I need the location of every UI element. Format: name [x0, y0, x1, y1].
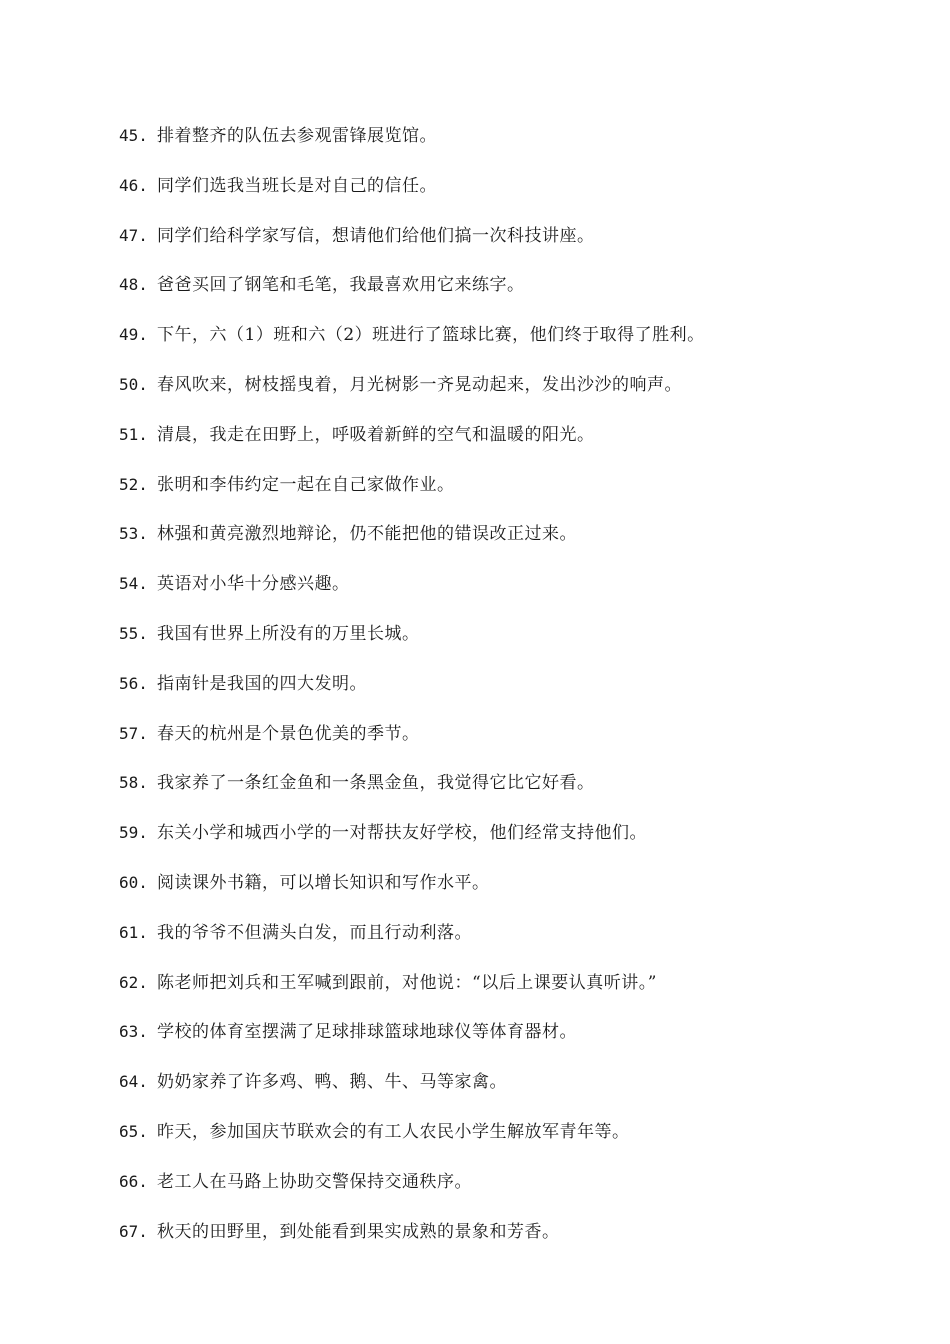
item-text: 昨天，参加国庆节联欢会的有工人农民小学生解放军青年等。 — [157, 1121, 630, 1142]
item-text: 林强和黄亮激烈地辩论，仍不能把他的错误改正过来。 — [157, 524, 577, 545]
item-number: 61. — [119, 922, 148, 942]
item-number: 59. — [119, 823, 148, 843]
item-text: 同学们选我当班长是对自己的信任。 — [157, 175, 437, 196]
item-number: 56. — [119, 673, 148, 693]
item-text: 阅读课外书籍，可以增长知识和写作水平。 — [157, 872, 490, 893]
item-number: 66. — [119, 1171, 148, 1191]
list-item — [119, 1170, 919, 1220]
item-text: 秋天的田野里，到处能看到果实成熟的景象和芳香。 — [157, 1221, 560, 1242]
item-number: 64. — [119, 1072, 148, 1092]
list-item — [119, 1120, 919, 1170]
item-text: 奶奶家养了许多鸡、鸭、鹅、牛、马等家禽。 — [157, 1072, 507, 1093]
list-item — [119, 672, 919, 722]
item-number: 45. — [119, 126, 148, 145]
list-item — [119, 821, 919, 871]
list-item — [119, 771, 919, 821]
item-text: 我的爷爷不但满头白发，而且行动利落。 — [157, 922, 472, 943]
item-number: 48. — [119, 275, 148, 295]
item-text: 学校的体育室摆满了足球排球篮球地球仪等体育器材。 — [157, 1022, 577, 1043]
list-item — [119, 1220, 919, 1270]
list-item — [119, 273, 919, 323]
list-item — [119, 224, 919, 274]
item-text: 春天的杭州是个景色优美的季节。 — [157, 723, 420, 744]
item-text: 爸爸买回了钢笔和毛笔，我最喜欢用它来练字。 — [157, 275, 525, 296]
list-item — [119, 124, 919, 174]
item-number: 53. — [119, 524, 148, 544]
list-item — [119, 1020, 919, 1070]
item-text: 清晨，我走在田野上，呼吸着新鲜的空气和温暖的阳光。 — [157, 424, 595, 445]
item-number: 63. — [119, 1022, 148, 1042]
item-text: 我家养了一条红金鱼和一条黑金鱼，我觉得它比它好看。 — [157, 773, 595, 794]
item-number: 58. — [119, 773, 148, 793]
item-number: 49. — [119, 325, 148, 345]
item-text: 春风吹来，树枝摇曳着，月光树影一齐晃动起来，发出沙沙的响声。 — [157, 374, 682, 395]
item-number: 51. — [119, 424, 148, 444]
list-item — [119, 871, 919, 921]
list-item — [119, 572, 919, 622]
item-text: 下午，六（1）班和六（2）班进行了篮球比赛，他们终于取得了胜利。 — [157, 325, 705, 346]
item-text: 老工人在马路上协助交警保持交通秩序。 — [157, 1171, 472, 1192]
item-number: 67. — [119, 1221, 148, 1241]
item-number: 55. — [119, 623, 148, 643]
item-number: 62. — [119, 972, 148, 992]
item-text: 张明和李伟约定一起在自己家做作业。 — [157, 474, 455, 495]
list-item — [119, 323, 919, 373]
item-number: 57. — [119, 723, 148, 743]
item-text: 排着整齐的队伍去参观雷锋展览馆。 — [157, 126, 437, 146]
list-item — [119, 921, 919, 971]
item-number: 60. — [119, 872, 148, 892]
list-item — [119, 722, 919, 772]
list-item — [119, 473, 919, 523]
item-number: 52. — [119, 474, 148, 494]
exercise-list — [119, 124, 919, 1269]
list-item — [119, 522, 919, 572]
list-item — [119, 373, 919, 423]
list-item — [119, 971, 919, 1021]
item-number: 54. — [119, 574, 148, 594]
item-text: 同学们给科学家写信，想请他们给他们搞一次科技讲座。 — [157, 225, 595, 246]
item-text: 陈老师把刘兵和王军喊到跟前，对他说：“以后上课要认真听讲。” — [157, 972, 657, 993]
list-item — [119, 1070, 919, 1120]
item-text: 指南针是我国的四大发明。 — [157, 673, 367, 694]
item-text: 我国有世界上所没有的万里长城。 — [157, 623, 420, 644]
list-item — [119, 174, 919, 224]
item-text: 英语对小华十分感兴趣。 — [157, 574, 350, 595]
list-item — [119, 622, 919, 672]
item-number: 46. — [119, 175, 148, 195]
item-number: 65. — [119, 1121, 148, 1141]
item-number: 47. — [119, 225, 148, 245]
item-number: 50. — [119, 374, 148, 394]
list-item — [119, 423, 919, 473]
item-text: 东关小学和城西小学的一对帮扶友好学校，他们经常支持他们。 — [157, 823, 647, 844]
